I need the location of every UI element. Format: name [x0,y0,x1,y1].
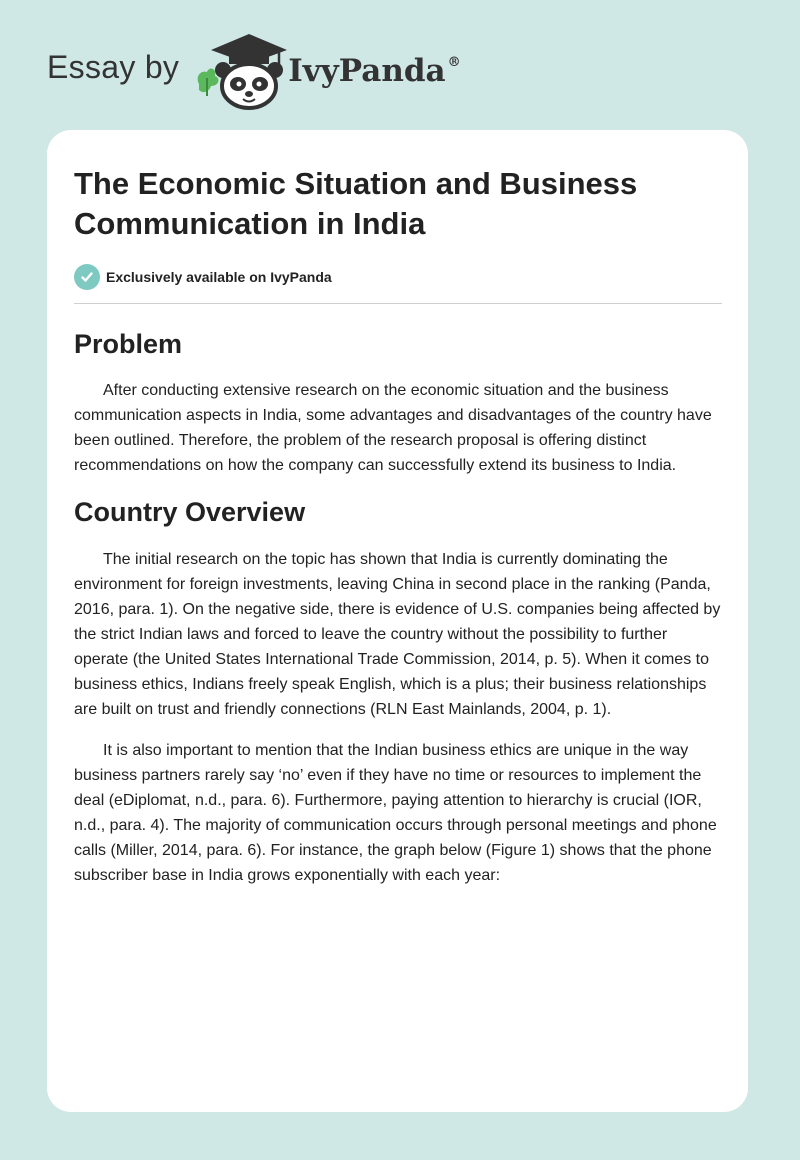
brand-prefix: Essay by [47,49,180,85]
paragraph: It is also important to mention that the Indian business ethics are unique in the way business partners rarely say ‘no’ even if they have no time or resources to implement the deal (eDiplomat, n.d., para. 6). Furthermore, paying attention to hierarchy is crucial (IOR, n.d., para. 4). The majority of communication occurs through personal meetings and phone calls (Miller, 2014, para. 6). For instance, the graph below (Figure 1) shows that the phone subscriber base in India grows exponentially with each year: [74,742,717,884]
essay-title: The Economic Situation and Business Communication in India [74,166,638,241]
brand-name [288,53,460,89]
exclusive-badge [74,263,722,291]
exclusive-label: Exclusively available on IvyPanda [106,269,332,285]
essay-card [47,130,748,1112]
site-logo[interactable] [47,33,461,108]
section-heading-country-overview: Country Overview [74,497,306,527]
panda-graduation-cap-icon [193,32,287,110]
registered-mark: ® [447,54,461,70]
brand-name-text: IvyPanda [288,52,446,89]
section-heading-problem: Problem [74,329,183,359]
check-circle-icon [74,264,100,290]
paragraph: The initial research on the topic has shown that India is currently dominating the environment for foreign investments, leaving China in second place in the ranking (Panda, 2016, para. 1). On the negative side, there is evidence of U.S. companies being affected by the strict Indian laws and forced to leave the country without the possibility to further operate (the United States International Trade Commission, 2014, p. 5). When it comes to business ethics, Indians freely speak English, which is a plus; their business relationships are built on trust and friendly connections (RLN East Mainlands, 2004, p. 1). [74,551,721,718]
divider [74,303,722,304]
paragraph: After conducting extensive research on the economic situation and the business communication aspects in India, some advantages and disadvantages of the country have been outlined. Therefore, the problem of the research proposal is offering distinct recommendations on how the company can successfully extend its business to India. [74,382,712,474]
